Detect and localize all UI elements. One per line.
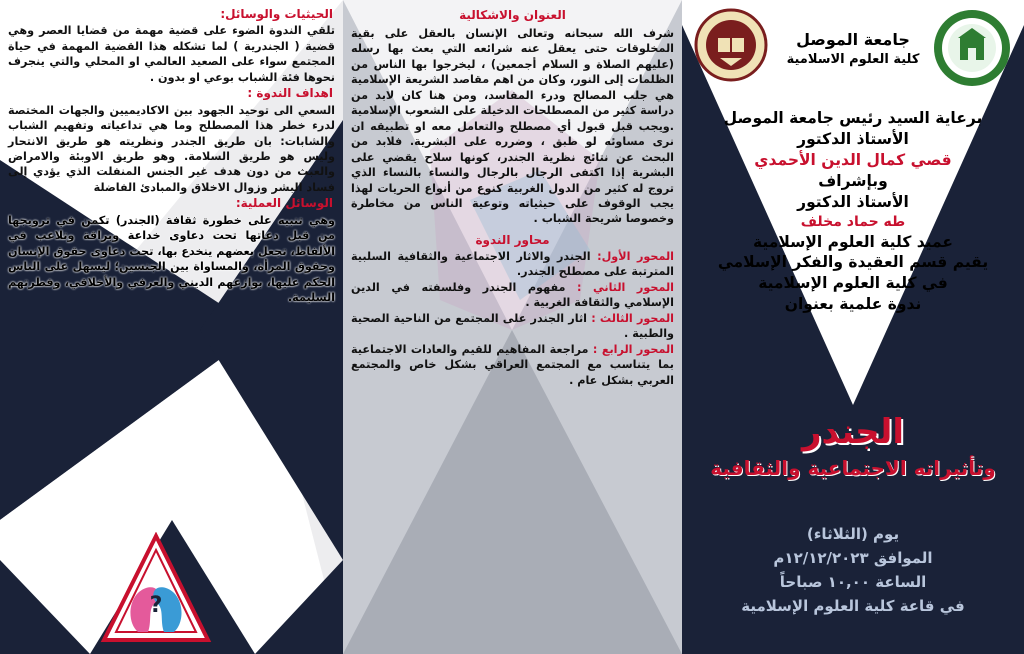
college-line: في كلية العلوم الإسلامية	[758, 274, 948, 293]
axis-item	[343, 249, 682, 280]
means-text: وهي تنبيه على خطورة ثقافة (الجندر) تكمن في ترويجها من قبل دعاتها تحت دعاوى خداعة وبراقة وتلاعب في الألفاظ، تجعل بعضهم ينخدع بها، تحت دعاوى حقوق الإنسان وحقوق المرأة، والمساواة بين الجنسين؛ ليسهل على الناس الحكم عليها، بوازعهم الديني والعرفي والأخلاقي، وفطرتهم السليمة.	[8, 213, 335, 304]
seminar-time: الساعة ١٠,٠٠ صباحاً	[779, 573, 927, 591]
college-name: كلية العلوم الاسلامية	[786, 52, 920, 67]
details-intro: تلقي الندوة الضوء على قضية مهمة من قضايا العصر وهي قضية ( الجندرية ) لما تشكله هذا القضية المهمة في حياة المجتمع سواء على الصعيد العالمي او المحلي والتي ينجرف نحوها فئة الشباب بوعي او بدون .	[8, 24, 335, 84]
goals-heading: اهداف الندوة :	[247, 86, 333, 101]
professor-title-2: الأستاذ الدكتور	[797, 192, 909, 211]
svg-text:?: ?	[149, 593, 163, 618]
president-name: قصي كمال الدين الأحمدي	[754, 150, 952, 169]
gender-faces-icon	[100, 532, 212, 644]
professor-title: الأستاذ الدكتور	[797, 129, 909, 148]
axis-label: المحور الثاني :	[577, 280, 674, 294]
topic-heading: العنوان والاشكالية	[459, 8, 566, 22]
axis-label: المحور الرابع :	[592, 342, 674, 356]
college-emblem-icon	[932, 8, 1012, 88]
university-name: جامعة الموصل	[796, 30, 910, 49]
announcement-panel	[682, 0, 1024, 654]
seminar-place: في قاعة كلية العلوم الإسلامية	[741, 597, 965, 615]
seminar-subtitle: وتأثيراته الاجتماعية والثقافية	[710, 456, 996, 480]
axis-text: الجندر والاثار الاجتماعية والثقافية السلبية المترتبة على مصطلح الجندر.	[351, 249, 674, 279]
axis-label: المحور الثالث :	[591, 311, 675, 325]
dean-title: عميد كلية العلوم الإسلامية	[753, 232, 953, 251]
axis-item	[343, 280, 682, 311]
axis-text: مفهوم الجندر وفلسفته في الدين الإسلامي والثقافة الغربية .	[351, 280, 674, 310]
axes-heading: محاور الندوة	[475, 232, 550, 247]
supervision-line: وبإشراف	[818, 171, 888, 190]
axis-label: المحور الأول:	[597, 249, 674, 263]
axis-item	[343, 342, 682, 388]
axis-item	[343, 311, 682, 342]
details-panel	[0, 0, 343, 654]
axis-text: مراجعة المفاهيم للقيم والعادات الاجتماعية بما يتناسب مع المجتمع العراقي بشكل خاص والمجتمع العربي بشكل عام .	[351, 342, 674, 387]
dean-name: طه حماد مخلف	[800, 213, 906, 230]
axes-list	[343, 249, 682, 388]
details-heading: الحيثيات والوسائل:	[220, 7, 333, 21]
seminar-title: الجندر	[801, 412, 905, 452]
patronage-line: برعاية السيد رئيس جامعة الموصل	[723, 109, 983, 127]
seminar-date: الموافق ١٢/١٢/٢٠٢٣م	[773, 549, 933, 567]
seminar-intro: ندوة علمية بعنوان	[784, 295, 922, 314]
seminar-day: يوم (الثلاثاء)	[806, 525, 900, 543]
department-line: يقيم قسم العقيدة والفكر الإسلامي	[717, 253, 989, 272]
topic-panel	[343, 0, 682, 654]
topic-body: شرف الله سبحانه وتعالى الإنسان بالعقل على بقية المخلوقات حتى يعقل عنه شرائعه التي بعث بها رسله (عليهم الصلاة و السلام أجمعين) ، ليخرجوا بها الناس من الظلمات إلى النور، وكان من اهم مقاصد الشريعة الإسلامية هي جلب المصالح ودرء المفاسد، ومن هنا كان لابد من دراسة كثير من المصطلحات الدخيلة على الشعوب الإسلامية .ويجب قبل قبول أي مصطلح والتعامل معه او تطبيقه ان نرى مساوئه لو طبق ، وضرره على البشرية. فلابد من البحث عن نتائج نظرية الجندر، كونها سلاح يقضي على البشرية إذا اكتفى الرجال بالرجال والنساء بالنساء الذي تروج له كثير من الدول الغربية كنوع من أنواع الحريات لهذا يجب الوقوف على حيثياته وتوعية الناس من مخاطرة وخصوصا شريحة الشباب .	[351, 27, 674, 226]
university-seal-icon	[694, 8, 768, 82]
goals-text: السعي الى توحيد الجهود بين الاكاديميين والجهات المختصة لدرء خطر هذا المصطلح وما هي تداعياته وتفهيم الشباب والشابات: بان طريق الجندر ونظريته هو طريق الانتحار وليس هو طريق السلامة. وهو طريق الاوبئة والامراض والعبث من دون هدف غير الجنس المنفلت الذي يؤدي إلى فساد البشر وزوال الاخلاق والمبادئ الفاضلة	[8, 103, 335, 194]
means-heading: الوسائل العملية:	[235, 196, 333, 211]
axis-text: اثار الجندر على المجتمع من الناحية الصحية والطبية .	[351, 311, 674, 341]
